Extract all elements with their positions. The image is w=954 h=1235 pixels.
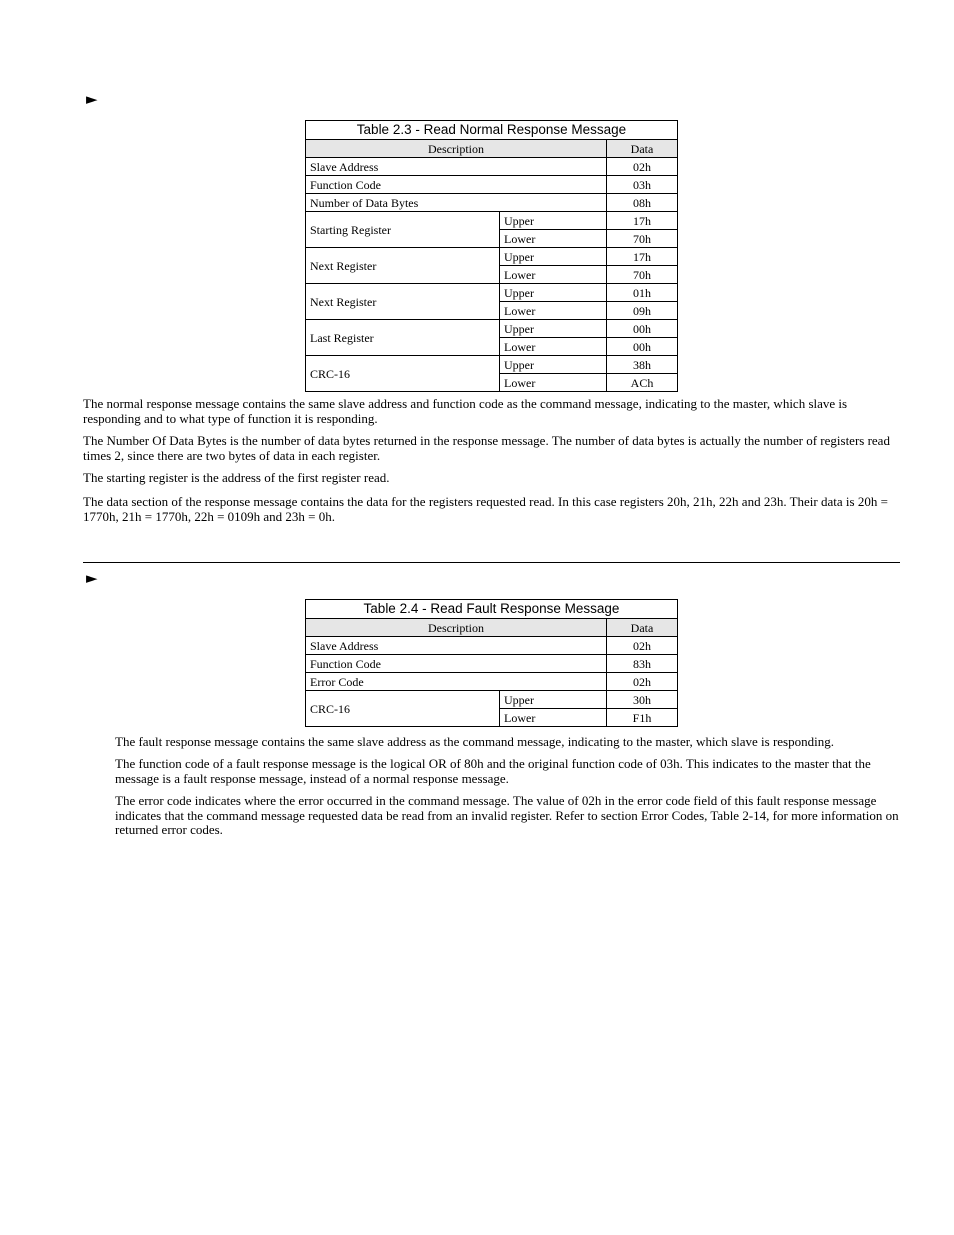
section-arrow-icon: ►	[86, 90, 98, 108]
row-description: Number of Data Bytes	[306, 194, 607, 212]
row-description: Function Code	[306, 655, 607, 673]
table-row	[306, 176, 678, 194]
table-row	[306, 637, 678, 655]
row-data: 08h	[607, 194, 678, 212]
row-description: Slave Address	[306, 158, 607, 176]
paragraph: The normal response message contains the same slave address and function code as the command message, indicating to the master, which slave is responding and to what type of function it is responding.	[83, 396, 848, 426]
data-header: Data	[607, 619, 678, 637]
row-description: CRC-16	[306, 691, 500, 727]
byte-label: Upper	[500, 212, 607, 230]
row-data: 70h	[607, 266, 678, 284]
byte-label: Upper	[500, 284, 607, 302]
row-data: 83h	[607, 655, 678, 673]
row-data: 17h	[607, 248, 678, 266]
description-header: Description	[306, 140, 607, 158]
read-normal-response-table	[305, 120, 678, 392]
byte-label: Lower	[500, 338, 607, 356]
paragraph: The function code of a fault response message is the logical OR of 80h and the original function code of 03h. This indicates to the master that the message is a fault response message, instead of a normal response message.	[115, 756, 871, 786]
table-row	[306, 158, 678, 176]
table-row	[306, 212, 678, 230]
table-row	[306, 284, 678, 302]
row-data: 17h	[607, 212, 678, 230]
paragraph: The starting register is the address of the first register read.	[83, 470, 390, 485]
byte-label: Upper	[500, 320, 607, 338]
row-data: ACh	[607, 374, 678, 392]
row-data: 02h	[607, 673, 678, 691]
row-data: 70h	[607, 230, 678, 248]
byte-label: Lower	[500, 302, 607, 320]
row-data: 00h	[607, 338, 678, 356]
row-data: 01h	[607, 284, 678, 302]
paragraph: The data section of the response message contains the data for the registers requested read. In this case registers 20h, 21h, 22h and 23h. Their data is 20h = 1770h, 21h = 1770h, 22h = 0109h and 23h = 0h.	[83, 494, 888, 524]
data-header: Data	[607, 140, 678, 158]
section-divider	[83, 562, 900, 563]
row-data: 02h	[607, 158, 678, 176]
section-arrow-icon: ►	[86, 569, 98, 587]
row-data: F1h	[607, 709, 678, 727]
table-row	[306, 320, 678, 338]
row-description: Next Register	[306, 284, 500, 320]
table-row	[306, 655, 678, 673]
table-row	[306, 194, 678, 212]
table-row	[306, 248, 678, 266]
row-data: 09h	[607, 302, 678, 320]
row-data: 00h	[607, 320, 678, 338]
byte-label: Upper	[500, 356, 607, 374]
row-description: Error Code	[306, 673, 607, 691]
read-fault-response-table	[305, 599, 678, 727]
row-description: Last Register	[306, 320, 500, 356]
paragraph: The Number Of Data Bytes is the number of data bytes returned in the response message. The number of data bytes is actually the number of registers read times 2, since there are two bytes of data in each register.	[83, 433, 890, 463]
table-caption: Table 2.4 - Read Fault Response Message	[306, 600, 678, 619]
paragraph: The error code indicates where the error occurred in the command message. The value of 02h in the error code field of this fault response message indicates that the command message requested data be read from an invalid register. Refer to section Error Codes, Table 2-14, for more information on returned error codes.	[115, 793, 899, 837]
row-description: Function Code	[306, 176, 607, 194]
byte-label: Lower	[500, 374, 607, 392]
table-row	[306, 673, 678, 691]
row-description: CRC-16	[306, 356, 500, 392]
row-data: 02h	[607, 637, 678, 655]
table-caption: Table 2.3 - Read Normal Response Message	[306, 121, 678, 140]
table-row	[306, 356, 678, 374]
byte-label: Lower	[500, 230, 607, 248]
byte-label: Upper	[500, 248, 607, 266]
row-description: Next Register	[306, 248, 500, 284]
table-row	[306, 691, 678, 709]
row-description: Slave Address	[306, 637, 607, 655]
byte-label: Upper	[500, 691, 607, 709]
row-data: 03h	[607, 176, 678, 194]
paragraph: The fault response message contains the same slave address as the command message, indicating to the master, which slave is responding.	[115, 734, 834, 749]
row-data: 38h	[607, 356, 678, 374]
row-description: Starting Register	[306, 212, 500, 248]
row-data: 30h	[607, 691, 678, 709]
byte-label: Lower	[500, 266, 607, 284]
description-header: Description	[306, 619, 607, 637]
byte-label: Lower	[500, 709, 607, 727]
